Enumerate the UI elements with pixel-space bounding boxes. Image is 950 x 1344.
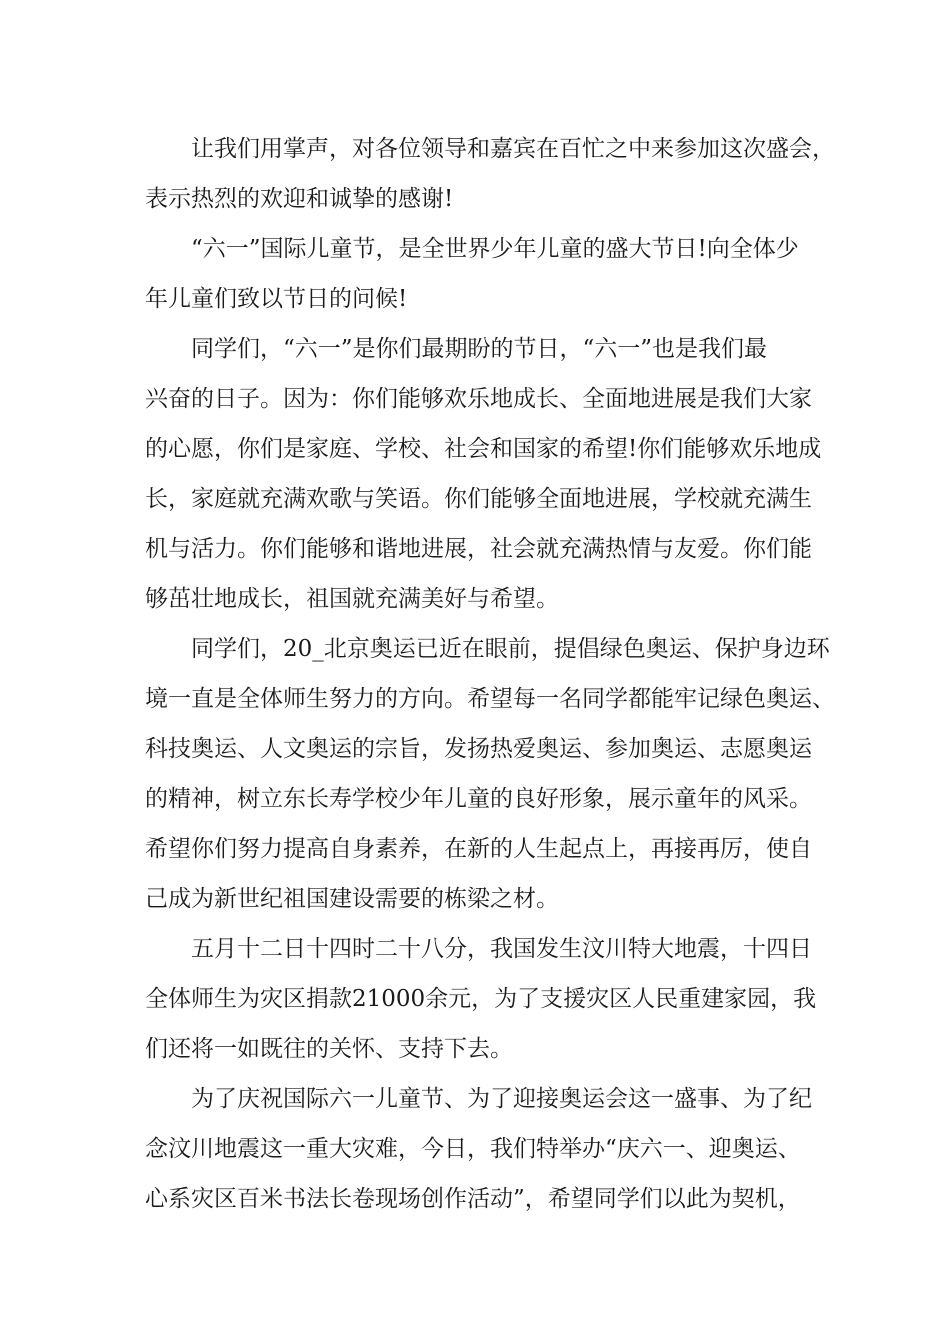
text-line: 希望你们努力提高自身素养，在新的人生起点上，再接再厉，使自	[145, 836, 812, 862]
text-line: 们还将一如既往的关怀、支持下去。	[145, 1036, 513, 1062]
text-line: 够茁壮地成长，祖国就充满美好与希望。	[145, 586, 559, 612]
text-line: 让我们用掌声，对各位领导和嘉宾在百忙之中来参加这次盛会，	[191, 136, 835, 162]
text-line: 年儿童们致以节日的问候!	[145, 286, 408, 312]
text-line: 长，家庭就充满欢歌与笑语。你们能够全面地进展，学校就充满生	[145, 486, 812, 512]
paragraph-childrens-day	[145, 224, 830, 324]
text-line: 心系灾区百米书法长卷现场创作活动”，希望同学们以此为契机，	[145, 1186, 801, 1212]
text-line: 同学们，20_北京奥运已近在眼前，提倡绿色奥运、保护身边环	[191, 636, 830, 662]
text-line: 为了庆祝国际六一儿童节、为了迎接奥运会这一盛事、为了纪	[191, 1086, 812, 1112]
text-line: 科技奥运、人文奥运的宗旨，发扬热爱奥运、参加奥运、志愿奥运	[145, 736, 812, 762]
paragraph-calligraphy-event	[145, 1074, 830, 1224]
paragraph-earthquake	[145, 924, 830, 1074]
text-line: 己成为新世纪祖国建设需要的栋梁之材。	[145, 886, 559, 912]
text-line: 兴奋的日子。因为：你们能够欢乐地成长、全面地进展是我们大家	[145, 386, 812, 412]
text-line: 的精神，树立东长寿学校少年儿童的良好形象，展示童年的风采。	[145, 786, 812, 812]
paragraph-welcome	[145, 124, 835, 224]
text-line: 五月十二日十四时二十八分，我国发生汶川特大地震，十四日	[191, 936, 812, 962]
text-line: 的心愿，你们是家庭、学校、社会和国家的希望!你们能够欢乐地成	[145, 436, 822, 462]
paragraph-students-hope	[145, 324, 830, 624]
text-line: “六一”国际儿童节，是全世界少年儿童的盛大节日!向全体少	[191, 236, 799, 262]
text-line: 表示热烈的欢迎和诚挚的感谢!	[145, 186, 454, 212]
text-line: 同学们，“六一”是你们最期盼的节日，“六一”也是我们最	[191, 336, 768, 362]
text-line: 机与活力。你们能够和谐地进展，社会就充满热情与友爱。你们能	[145, 536, 812, 562]
text-line: 境一直是全体师生努力的方向。希望每一名同学都能牢记绿色奥运、	[145, 686, 835, 712]
text-line: 全体师生为灾区捐款21000余元，为了支援灾区人民重建家园，我	[145, 986, 817, 1012]
text-line: 念汶川地震这一重大灾难，今日，我们特举办“庆六一、迎奥运、	[145, 1136, 801, 1162]
paragraph-olympics	[145, 624, 835, 924]
document-body	[145, 124, 835, 1224]
